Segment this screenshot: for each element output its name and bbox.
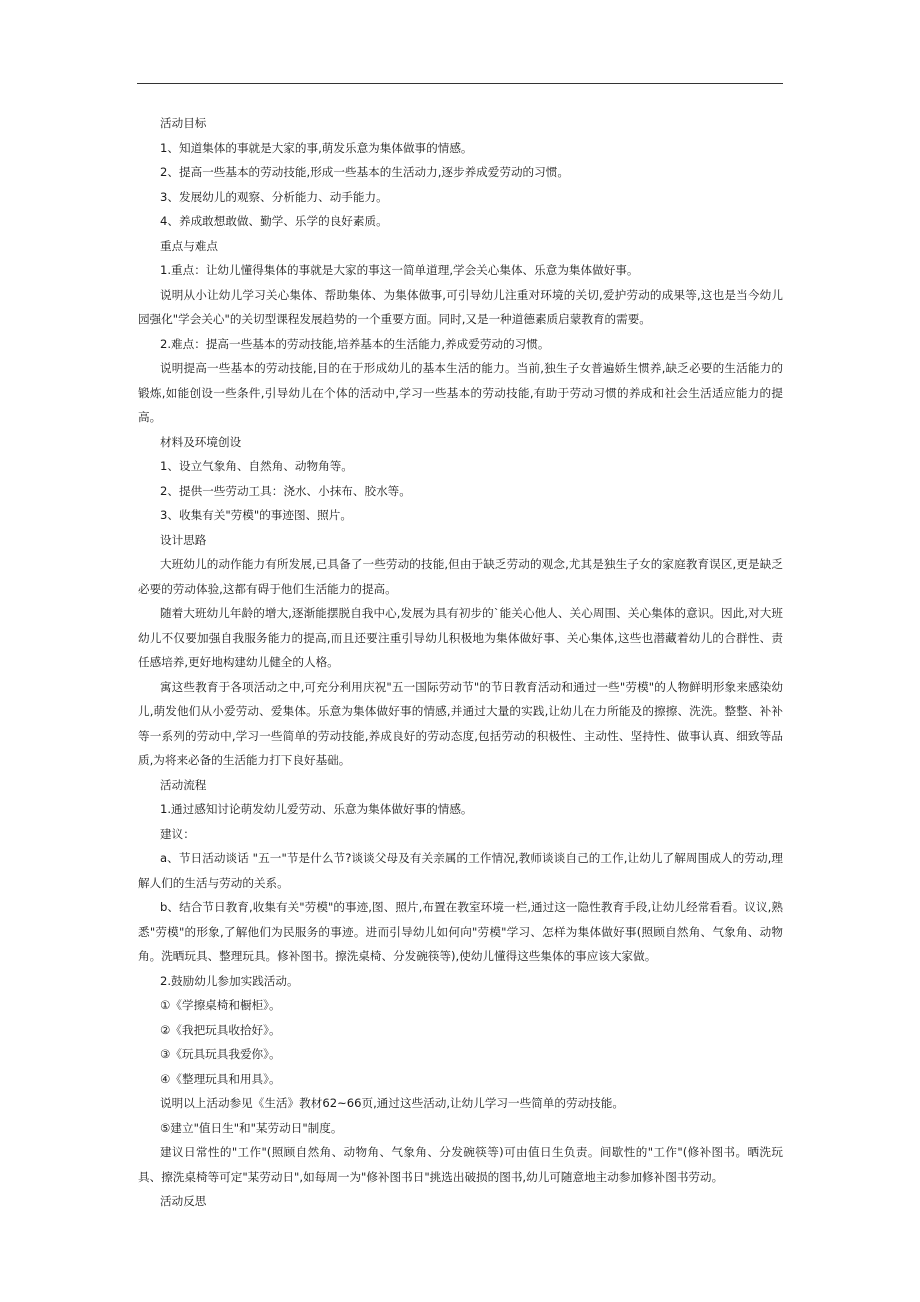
section-heading: 设计思路 [160, 532, 207, 547]
list-item: 4、养成敢想敢做、勤学、乐学的良好素质。 [160, 214, 388, 228]
body-paragraph: 说明从小让幼儿学习关心集体、帮助集体、为集体做事,可引导幼儿注重对环境的关切,爱护劳动的成果等,这也是当今幼儿园强化"学会关心"的关切型课程发展趋势的一个重要方面。同时,又是一种道德素质启蒙教育的需要。 [138, 287, 783, 326]
body-paragraph: 大班幼儿的动作能力有所发展,已具备了一些劳动的技能,但由于缺乏劳动的观念,尤其是独生子女的家庭教育误区,更是缺乏必要的劳动体验,这都有碍于他们生活能力的提高。 [138, 557, 783, 596]
list-item: 3、收集有关"劳模"的事迹图、照片。 [160, 508, 352, 522]
section-heading: 活动反思 [160, 1194, 207, 1208]
document-body [138, 111, 783, 1214]
list-item: 2、提供一些劳动工具：浇水、小抹布、胶水等。 [160, 483, 411, 498]
list-item: 2、提高一些基本的劳动技能,形成一些基本的生活动力,逐步养成爱劳动的习惯。 [160, 165, 569, 179]
list-item: 2.鼓励幼儿参加实践活动。 [160, 973, 299, 988]
body-paragraph: 说明提高一些基本的劳动技能,目的在于形成幼儿的基本生活的能力。当前,独生子女普遍娇生惯养,缺乏必要的生活能力的锻炼,如能创设一些条件,引导幼儿在个体的活动中,学习一些基本的劳动技能,有助于劳动习惯的养成和社会生活适应能力的提高。 [138, 361, 783, 424]
section-heading: 重点与难点 [160, 238, 218, 253]
body-paragraph: 随着大班幼儿年龄的增大,逐渐能摆脱自我中心,发展为具有初步的`能关心他人、关心周围、关心集体的意识。因此,对大班幼儿不仅要加强自我服务能力的提高,而且还要注重引导幼儿积极地为集体做好事、关心集体,这些也潜藏着幼儿的合群性、责任感培养,更好地构建幼儿健全的人格。 [138, 606, 783, 669]
list-item: ③《玩具玩具我爱你》。 [160, 1047, 281, 1061]
list-item: 1、设立气象角、自然角、动物角等。 [160, 459, 353, 473]
list-item: ①《学擦桌椅和橱柜》。 [160, 998, 281, 1012]
list-item: 3、发展幼儿的观察、分析能力、动手能力。 [160, 189, 388, 204]
list-item: 1.通过感知讨论萌发幼儿爱劳动、乐意为集体做好事的情感。 [160, 802, 473, 816]
list-item: 建议： [160, 826, 195, 841]
list-item: 1.重点：让幼儿懂得集体的事就是大家的事这一简单道理,学会关心集体、乐意为集体做好事。 [160, 263, 639, 277]
body-paragraph: b、结合节日教育,收集有关"劳模"的事迹,图、照片,布置在教室环境一栏,通过这一隐性教育手段,让幼儿经常看看。议议,熟悉"劳模"的形象,了解他们为民服务的事迹。进而引导幼儿如何向"劳模"学习、怎样为集体做好事(照顾自然角、气象角、动物角。洗晒玩具、整理玩具。修补图书。擦洗桌椅、分发碗筷等),使幼儿懂得这些集体的事应该大家做。 [138, 900, 783, 963]
list-item: ⑤建立"值日生"和"某劳动日"制度。 [160, 1120, 343, 1135]
section-heading: 活动流程 [160, 777, 207, 792]
body-paragraph: 建议日常性的"工作"(照顾自然角、动物角、气象角、分发碗筷等)可由值日生负责。间歇性的"工作"(修补图书。晒洗玩具、擦洗桌椅等可定"某劳动日",如每周一为"修补图书日"挑选出破损的图书,幼儿可随意地主动参加修补图书劳动。 [138, 1145, 783, 1184]
list-item: 1、知道集体的事就是大家的事,萌发乐意为集体做事的情感。 [160, 140, 473, 155]
list-item: 说明以上活动参见《生活》教材62~66页,通过这些活动,让幼儿学习一些简单的劳动技能。 [160, 1096, 624, 1110]
section-heading: 材料及环境创设 [160, 434, 242, 449]
section-heading: 活动目标 [160, 116, 207, 130]
list-item: ④《整理玩具和用具》。 [160, 1071, 281, 1086]
list-item: ②《我把玩具收拾好》。 [160, 1022, 281, 1037]
body-paragraph: 寓这些教育于各项活动之中,可充分利用庆祝"五一国际劳动节"的节日教育活动和通过一些"劳模"的人物鲜明形象来感染幼儿,萌发他们从小爱劳动、爱集体。乐意为集体做好事的情感,并通过大量的实践,让幼儿在力所能及的擦擦、洗洗。整整、补补等一系列的劳动中,学习一些简单的劳动技能,养成良好的劳动态度,包括劳动的积极性、主动性、坚持性、做事认真、细致等品质,为将来必备的生活能力打下良好基础。 [138, 679, 783, 767]
body-paragraph: a、节日活动谈话 "五一"节是什么节?谈谈父母及有关亲属的工作情况,教师谈谈自己的工作,让幼儿了解周围成人的劳动,理解人们的生活与劳动的关系。 [138, 851, 783, 890]
list-item: 2.难点：提高一些基本的劳动技能,培养基本的生活能力,养成爱劳动的习惯。 [160, 336, 550, 351]
header-rule [137, 83, 783, 84]
